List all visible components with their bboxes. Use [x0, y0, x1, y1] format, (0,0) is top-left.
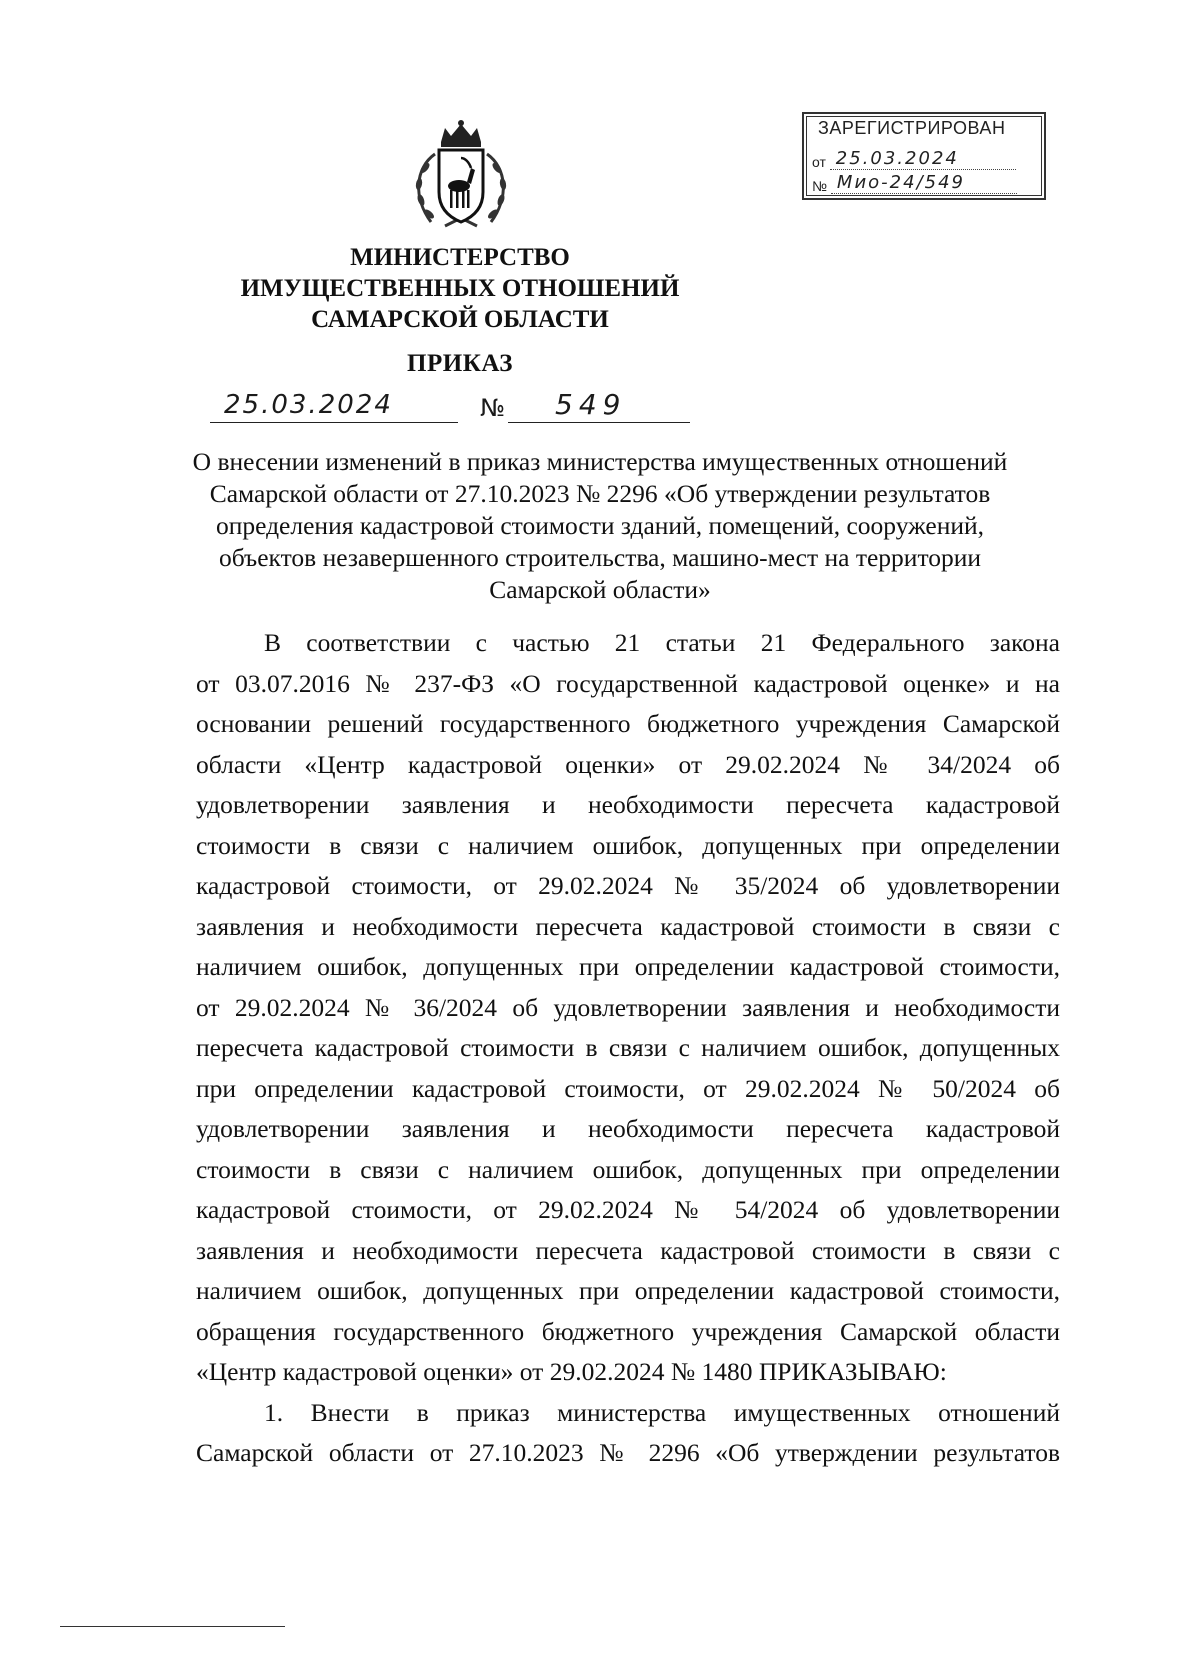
body-line: от 29.02.2024 № 36/2024 об удовлетворении заявления и необходимости: [196, 992, 1060, 1022]
stamp-date-row: [812, 148, 1034, 170]
document-title: ПРИКАЗ: [407, 350, 513, 377]
subject-line: Самарской области»: [489, 575, 711, 604]
samara-coat-of-arms-icon: [405, 118, 517, 238]
body-line: «Центр кадастровой оценки» от 29.02.2024 № 1480 ПРИКАЗЫВАЮ:: [196, 1357, 947, 1386]
order-date: 25.03.2024: [224, 390, 393, 420]
ministry-name: [200, 242, 720, 335]
body-line: основании решений государственного бюджетного учреждения Самарской: [196, 709, 1060, 738]
body-line: пересчета кадастровой стоимости в связи с наличием ошибок, допущенных: [196, 1033, 1060, 1062]
subject-line: объектов незавершенного строительства, машино-мест на территории: [218, 543, 982, 572]
order-subject: [190, 446, 1010, 606]
order-number-label: №: [480, 394, 507, 422]
stamp-date-label: от: [812, 154, 826, 170]
ministry-line: ИМУЩЕСТВЕННЫХ ОТНОШЕНИЙ: [240, 275, 680, 302]
body-line: удовлетворении заявления и необходимости пересчета кадастровой: [196, 1114, 1060, 1143]
body-line: стоимости в связи с наличием ошибок, допущенных при определении: [196, 830, 1060, 860]
body-line: заявления и необходимости пересчета кадастровой стоимости в связи с: [196, 911, 1060, 941]
ministry-line: МИНИСТЕРСТВО: [350, 244, 570, 271]
order-number: 549: [555, 388, 627, 421]
body-line: стоимости в связи с наличием ошибок, допущенных при определении: [196, 1154, 1060, 1184]
body-line: при определении кадастровой стоимости, от 29.02.2024 № 50/2024 об: [196, 1073, 1060, 1103]
subject-line: Самарской области от 27.10.2023 № 2296 «Об утверждении результатов: [209, 479, 991, 508]
stamp-number-label: №: [812, 178, 828, 194]
body-line: наличием ошибок, допущенных при определении кадастровой стоимости,: [196, 952, 1060, 981]
body-line: 1. Внести в приказ министерства имущественных отношений: [264, 1397, 1060, 1427]
date-underline: [210, 422, 458, 423]
body-line: В соответствии с частью 21 статьи 21 Федерального закона: [264, 628, 1060, 657]
body-line: кадастровой стоимости, от 29.02.2024 № 35/2024 об удовлетворении: [196, 871, 1060, 900]
subject-line: О внесении изменений в приказ министерства имущественных отношений: [192, 447, 1008, 476]
body-line: наличием ошибок, допущенных при определении кадастровой стоимости,: [196, 1276, 1060, 1305]
body-line: кадастровой стоимости, от 29.02.2024 № 54/2024 об удовлетворении: [196, 1195, 1060, 1224]
body-line: от 03.07.2016 № 237-ФЗ «О государственной кадастровой оценке» и на: [196, 668, 1060, 698]
stamp-date: 25.03.2024: [830, 148, 1016, 170]
stamp-number: Мио-24/549: [831, 172, 1017, 194]
body-line: Самарской области от 27.10.2023 № 2296 «Об утверждении результатов: [196, 1438, 1060, 1467]
stamp-number-row: [812, 172, 1034, 194]
registration-stamp: [802, 112, 1046, 200]
subject-line: определения кадастровой стоимости зданий, помещений, сооружений,: [215, 511, 985, 540]
footnote-separator: [60, 1626, 285, 1627]
number-underline: [508, 422, 690, 423]
order-date-number: [210, 388, 710, 428]
order-body: [196, 623, 1060, 1474]
stamp-title: ЗАРЕГИСТРИРОВАН: [818, 118, 1006, 138]
body-line: заявления и необходимости пересчета кадастровой стоимости в связи с: [196, 1235, 1060, 1265]
body-line: удовлетворении заявления и необходимости пересчета кадастровой: [196, 790, 1060, 819]
ministry-line: САМАРСКОЙ ОБЛАСТИ: [311, 306, 609, 333]
body-line: обращения государственного бюджетного учреждения Самарской области: [196, 1316, 1060, 1346]
body-line: области «Центр кадастровой оценки» от 29.02.2024 № 34/2024 об: [196, 749, 1060, 779]
